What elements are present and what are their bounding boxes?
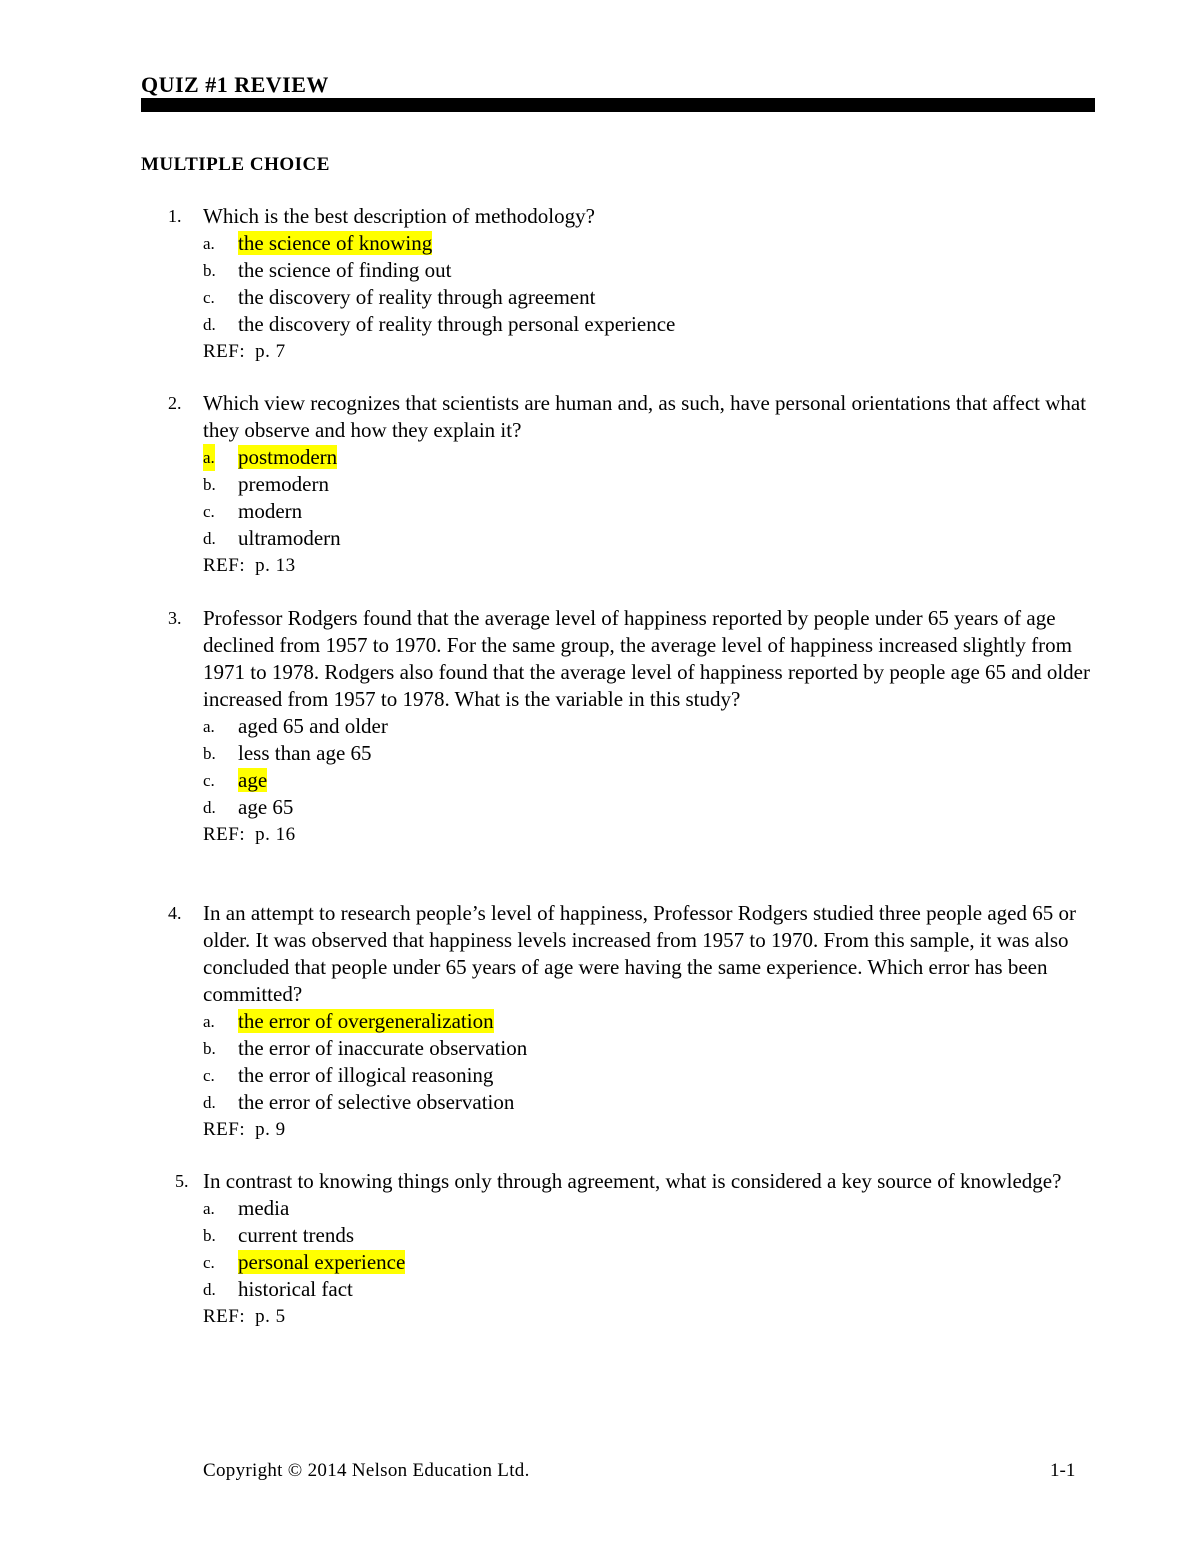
option-letter: a.	[203, 444, 215, 471]
option-b	[141, 740, 1101, 767]
option-text-correct: the error of overgeneralization	[238, 1009, 494, 1033]
option-d	[141, 525, 1101, 552]
option-a	[141, 1008, 1101, 1035]
option-a	[141, 713, 1101, 740]
option-letter: b.	[203, 1226, 216, 1245]
option-b	[141, 257, 1101, 284]
question-4	[141, 900, 1101, 1144]
option-letter: c.	[203, 1253, 215, 1272]
option-text-correct: the science of knowing	[238, 231, 433, 255]
question-stem	[141, 390, 1101, 444]
question-text: In an attempt to research people’s level of happiness, Professor Rodgers studied three people aged 65 or older. It was observed that happiness levels increased from 1957 to 1970. From this sample, it was also concluded that people under 65 years of age were having the same experience. Which error has been committed?	[203, 901, 1076, 1006]
section-heading: MULTIPLE CHOICE	[141, 154, 330, 175]
footer-copyright: Copyright © 2014 Nelson Education Ltd.	[203, 1460, 530, 1481]
option-text: age 65	[238, 795, 294, 819]
option-text: aged 65 and older	[238, 714, 388, 738]
option-d	[141, 1276, 1101, 1303]
question-stem	[141, 203, 1101, 230]
ref-label: REF:	[203, 555, 246, 576]
option-text: the error of illogical reasoning	[238, 1063, 494, 1087]
page-title: QUIZ #1 REVIEW	[141, 72, 329, 97]
ref-page: p. 9	[255, 1119, 286, 1140]
ref-label: REF:	[203, 1306, 246, 1327]
option-letter: c.	[203, 771, 215, 790]
option-text: the science of finding out	[238, 258, 452, 282]
option-letter: a.	[203, 1012, 215, 1031]
option-letter: a.	[203, 1199, 215, 1218]
question-number: 4.	[168, 903, 182, 923]
option-text: the discovery of reality through personal experience	[238, 312, 676, 336]
option-b	[141, 471, 1101, 498]
title-rule	[141, 98, 1095, 112]
option-text: the discovery of reality through agreement	[238, 285, 596, 309]
option-a	[141, 230, 1101, 257]
question-number: 2.	[168, 393, 182, 413]
option-letter: d.	[203, 798, 216, 817]
question-3	[141, 605, 1101, 849]
option-letter: d.	[203, 1093, 216, 1112]
option-a	[141, 444, 1101, 471]
option-b	[141, 1035, 1101, 1062]
reference	[141, 552, 1101, 580]
option-c	[141, 284, 1101, 311]
footer-page-number: 1-1	[1050, 1460, 1076, 1481]
question-text: Which is the best description of methodology?	[203, 204, 595, 228]
option-c	[141, 1249, 1101, 1276]
question-1	[141, 203, 1101, 366]
question-number: 1.	[168, 206, 182, 226]
reference	[141, 1116, 1101, 1144]
option-letter: d.	[203, 315, 216, 334]
option-text-correct: personal experience	[238, 1250, 406, 1274]
ref-label: REF:	[203, 341, 246, 362]
question-text: Professor Rodgers found that the average level of happiness reported by people under 65 years of age declined from 1957 to 1970. For the same group, the average level of happiness increased slightly from 1971 to 1978. Rodgers also found that the average level of happiness reported by people age 65 and older increased from 1957 to 1978. What is the variable in this study?	[203, 606, 1090, 711]
option-text: the error of selective observation	[238, 1090, 515, 1114]
question-2	[141, 390, 1101, 580]
question-number: 3.	[168, 608, 182, 628]
option-text: ultramodern	[238, 526, 341, 550]
question-stem	[141, 605, 1101, 713]
option-d	[141, 1089, 1101, 1116]
option-text: the error of inaccurate observation	[238, 1036, 528, 1060]
question-5	[141, 1168, 1101, 1331]
option-letter: a.	[203, 234, 215, 253]
option-text-correct: age	[238, 768, 268, 792]
option-b	[141, 1222, 1101, 1249]
question-stem	[141, 900, 1101, 1008]
ref-label: REF:	[203, 1119, 246, 1140]
option-letter: d.	[203, 529, 216, 548]
option-text: historical fact	[238, 1277, 353, 1301]
option-a	[141, 1195, 1101, 1222]
option-letter: b.	[203, 475, 216, 494]
option-c	[141, 1062, 1101, 1089]
option-text: less than age 65	[238, 741, 372, 765]
option-letter: c.	[203, 1066, 215, 1085]
reference	[141, 821, 1101, 849]
question-text: Which view recognizes that scientists are human and, as such, have personal orientations that affect what they observe and how they explain it?	[203, 391, 1087, 442]
option-c	[141, 767, 1101, 794]
option-letter: b.	[203, 744, 216, 763]
option-text: media	[238, 1196, 290, 1220]
option-letter: c.	[203, 288, 215, 307]
reference	[141, 338, 1101, 366]
ref-page: p. 13	[255, 555, 296, 576]
option-letter: a.	[203, 717, 215, 736]
option-letter: b.	[203, 1039, 216, 1058]
ref-page: p. 16	[255, 824, 296, 845]
option-text: current trends	[238, 1223, 355, 1247]
reference	[141, 1303, 1101, 1331]
question-number: 5.	[175, 1171, 189, 1191]
option-d	[141, 311, 1101, 338]
option-text: premodern	[238, 472, 329, 496]
option-c	[141, 498, 1101, 525]
option-letter: d.	[203, 1280, 216, 1299]
option-letter: b.	[203, 261, 216, 280]
ref-page: p. 5	[255, 1306, 286, 1327]
ref-label: REF:	[203, 824, 246, 845]
ref-page: p. 7	[255, 341, 286, 362]
option-d	[141, 794, 1101, 821]
question-stem	[141, 1168, 1101, 1195]
option-letter: c.	[203, 502, 215, 521]
question-text: In contrast to knowing things only through agreement, what is considered a key source of knowledge?	[203, 1169, 1062, 1193]
option-text-correct: postmodern	[238, 445, 338, 469]
option-text: modern	[238, 499, 303, 523]
